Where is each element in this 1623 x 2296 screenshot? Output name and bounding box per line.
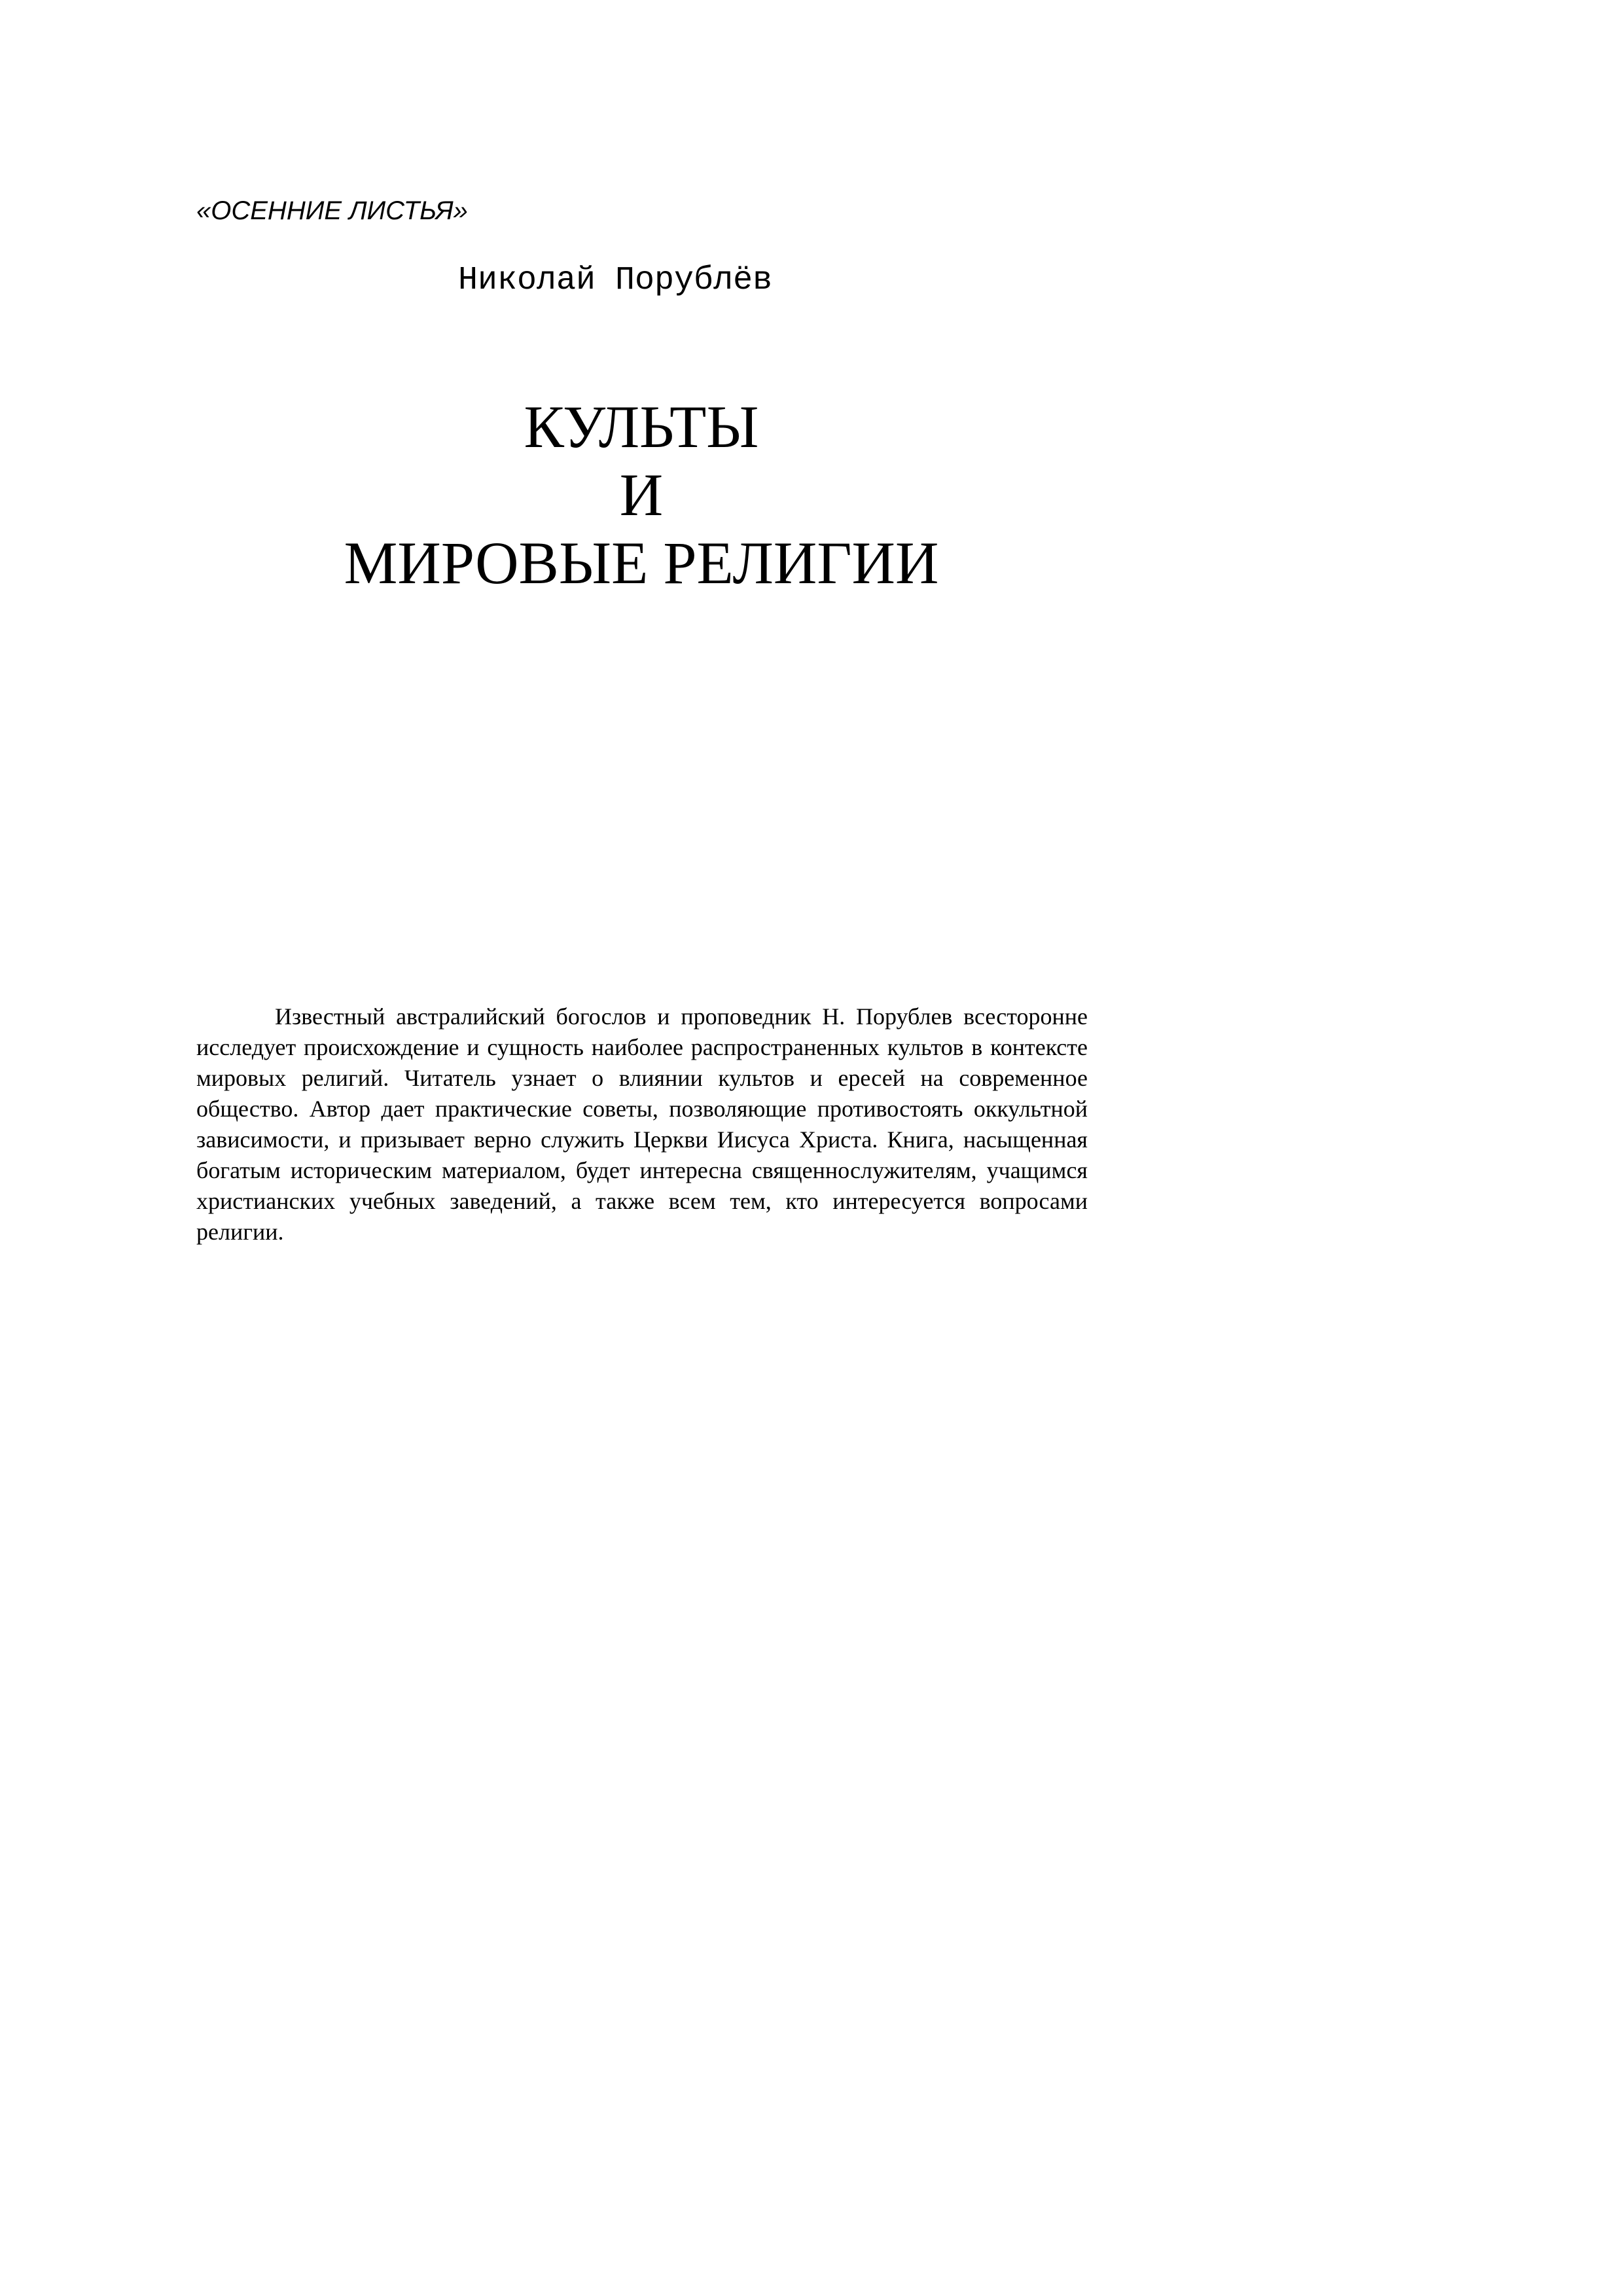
title-line-2: И <box>619 461 664 528</box>
title-line-1: КУЛЬТЫ <box>524 393 759 460</box>
author-name: Николай Порублёв <box>458 262 773 299</box>
book-title <box>281 393 1001 597</box>
series-name: «ОСЕННИЕ ЛИСТЬЯ» <box>196 196 468 225</box>
title-line-3: МИРОВЫЕ РЕЛИГИИ <box>344 529 939 596</box>
book-annotation: Известный австралийский богослов и проповедник Н. Порублев всесторонне исследует происхождение и сущность наиболее распространенных культов в контексте мировых религий. Читатель узнает о влиянии культов и ересей на современное общество. Автор дает практические советы, позволяющие противостоять оккультной зависимости, и призывает верно служить Церкви Иисуса Христа. Книга, насыщенная богатым историческим материалом, будет интересна священнослужителям, учащимся христианских учебных заведений, а также всем тем, кто интересуется вопросами религии. <box>196 1003 1088 1245</box>
